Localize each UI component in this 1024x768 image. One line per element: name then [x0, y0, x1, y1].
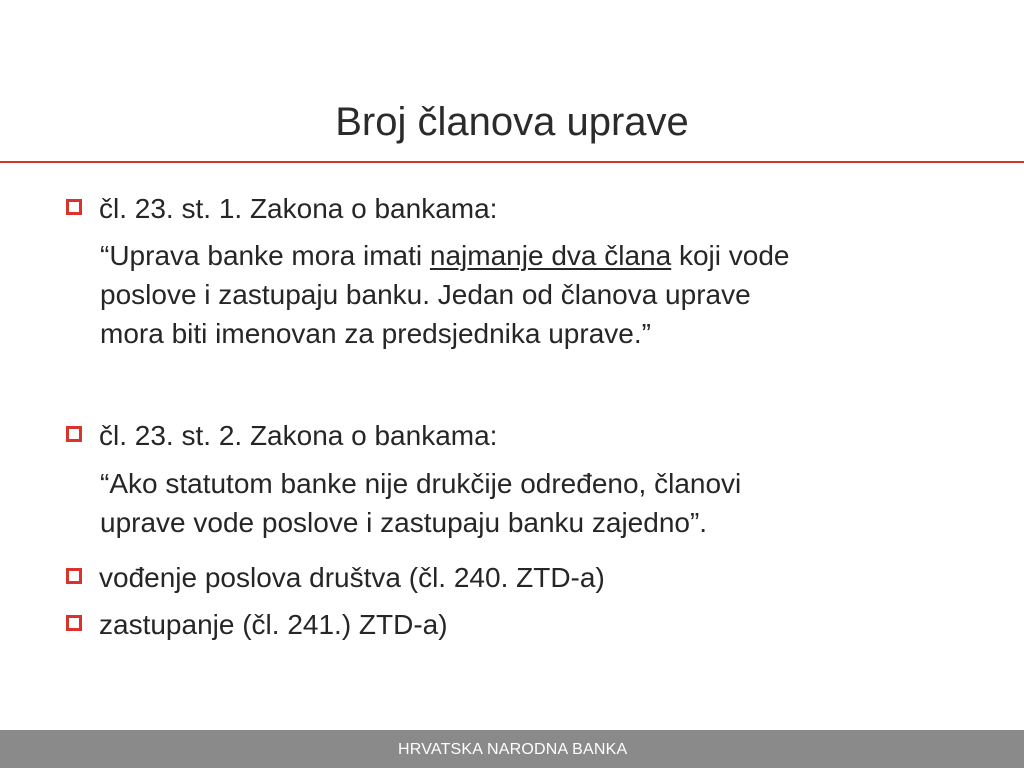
hollow-square-bullet-icon [66, 568, 82, 584]
quote-2-line-2: uprave vode poslove i zastupaju banku zajedno”. [100, 507, 708, 538]
bullet-item-1-text: čl. 23. st. 1. Zakona o bankama: [99, 193, 498, 224]
quote-1 [100, 236, 980, 353]
bullet-item-3 [66, 561, 605, 595]
bullet-item-4 [66, 608, 448, 642]
hollow-square-bullet-icon [66, 199, 82, 215]
quote-1-line-1 [100, 236, 980, 275]
quote-1-line-1-start: “Uprava banke mora imati [100, 240, 430, 271]
quote-2 [100, 464, 980, 542]
quote-1-line-1-end: koji vode [671, 240, 790, 271]
slide-title: Broj članova uprave [335, 100, 689, 144]
footer-bar [0, 730, 1024, 768]
quote-1-line-2: poslove i zastupaju banku. Jedan od članova uprave [100, 279, 751, 310]
hollow-square-bullet-icon [66, 615, 82, 631]
footer-org-name: HRVATSKA NARODNA BANKA [398, 741, 628, 758]
hollow-square-bullet-icon [66, 426, 82, 442]
bullet-item-2 [66, 419, 497, 453]
quote-2-line-1: “Ako statutom banke nije drukčije određeno, članovi [100, 468, 742, 499]
bullet-item-4-text: zastupanje (čl. 241.) ZTD-a) [99, 609, 448, 640]
bullet-item-2-text: čl. 23. st. 2. Zakona o bankama: [99, 420, 498, 451]
quote-1-underlined-phrase: najmanje dva člana [429, 240, 672, 271]
bullet-item-1 [66, 192, 497, 226]
bullet-item-3-text: vođenje poslova društva (čl. 240. ZTD-a) [99, 562, 605, 593]
quote-1-line-3: mora biti imenovan za predsjednika uprave.” [100, 318, 651, 349]
